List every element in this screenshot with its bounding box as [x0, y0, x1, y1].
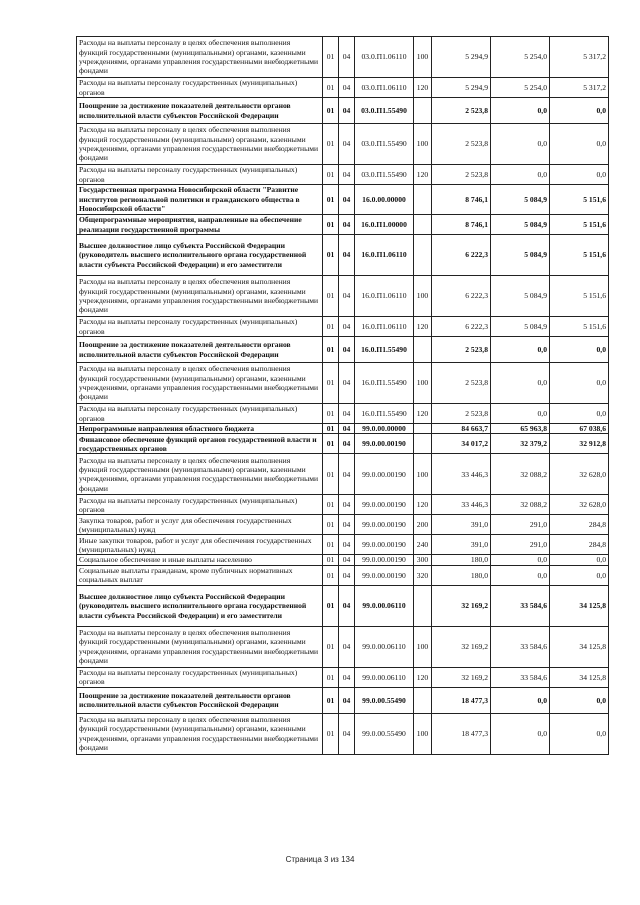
row-name: Социальные выплаты гражданам, кроме публичных нормативных социальных выплат	[77, 565, 323, 585]
table-row	[77, 565, 609, 585]
row-sum-2: 0,0	[491, 124, 550, 165]
row-subsection: 04	[339, 434, 355, 454]
row-sum-2: 5 084,9	[491, 235, 550, 276]
row-sum-3: 284,8	[550, 515, 609, 535]
row-expense-type: 240	[414, 535, 432, 555]
row-sum-3: 34 125,8	[550, 585, 609, 626]
row-sum-1: 180,0	[432, 565, 491, 585]
row-sum-2: 5 084,9	[491, 185, 550, 215]
row-sum-3: 32 628,0	[550, 454, 609, 495]
row-sum-2: 5 084,9	[491, 317, 550, 337]
row-name: Расходы на выплаты персоналу в целях обеспечения выполнения функций государственными (муниципальными) органами, казенными учреждениями, органами управления государственными внебюджетными фондами	[77, 37, 323, 78]
row-expense-type: 300	[414, 555, 432, 565]
row-sum-1: 6 222,3	[432, 235, 491, 276]
table-row	[77, 515, 609, 535]
budget-table-body	[77, 37, 609, 755]
row-sum-2: 5 254,0	[491, 37, 550, 78]
row-sum-3: 5 151,6	[550, 185, 609, 215]
row-sum-1: 391,0	[432, 515, 491, 535]
table-row	[77, 555, 609, 565]
row-expense-type	[414, 337, 432, 363]
row-subsection: 04	[339, 78, 355, 98]
row-sum-2: 5 084,9	[491, 215, 550, 235]
table-row	[77, 713, 609, 754]
table-row	[77, 215, 609, 235]
row-sum-3: 0,0	[550, 565, 609, 585]
row-subsection: 04	[339, 37, 355, 78]
row-name: Общепрограммные мероприятия, направленные на обеспечение реализации государственной программы	[77, 215, 323, 235]
row-sum-3: 5 151,6	[550, 215, 609, 235]
row-expense-type: 120	[414, 667, 432, 687]
row-name: Поощрение за достижение показателей деятельности органов исполнительной власти субъектов Российской Федерации	[77, 337, 323, 363]
row-section: 01	[323, 363, 339, 404]
row-section: 01	[323, 565, 339, 585]
row-section: 01	[323, 515, 339, 535]
row-target-article: 16.0.П1.00000	[355, 215, 414, 235]
row-sum-1: 32 169,2	[432, 585, 491, 626]
row-target-article: 03.0.П1.06110	[355, 78, 414, 98]
row-sum-1: 5 294,9	[432, 37, 491, 78]
row-target-article: 99.0.00.00190	[355, 555, 414, 565]
row-sum-3: 0,0	[550, 124, 609, 165]
row-name: Финансовое обеспечение функций органов государственной власти и государственных органов	[77, 434, 323, 454]
row-target-article: 99.0.00.06110	[355, 585, 414, 626]
row-target-article: 99.0.00.06110	[355, 626, 414, 667]
table-row	[77, 454, 609, 495]
table-row	[77, 98, 609, 124]
row-sum-3: 0,0	[550, 165, 609, 185]
row-sum-1: 180,0	[432, 555, 491, 565]
row-name: Расходы на выплаты персоналу в целях обеспечения выполнения функций государственными (муниципальными) органами, казенными учреждениями, органами управления государственными внебюджетными фондами	[77, 276, 323, 317]
row-expense-type: 100	[414, 124, 432, 165]
table-row	[77, 235, 609, 276]
row-target-article: 16.0.П1.55490	[355, 363, 414, 404]
row-subsection: 04	[339, 235, 355, 276]
table-row	[77, 317, 609, 337]
row-sum-1: 391,0	[432, 535, 491, 555]
row-sum-2: 5 254,0	[491, 78, 550, 98]
table-row	[77, 363, 609, 404]
row-section: 01	[323, 317, 339, 337]
row-target-article: 03.0.П1.55490	[355, 98, 414, 124]
row-subsection: 04	[339, 495, 355, 515]
row-target-article: 03.0.П1.55490	[355, 165, 414, 185]
row-name: Расходы на выплаты персоналу государственных (муниципальных) органов	[77, 495, 323, 515]
row-sum-2: 33 584,6	[491, 667, 550, 687]
row-section: 01	[323, 98, 339, 124]
row-sum-2: 33 584,6	[491, 585, 550, 626]
table-row	[77, 165, 609, 185]
row-target-article: 03.0.П1.55490	[355, 124, 414, 165]
row-section: 01	[323, 185, 339, 215]
row-subsection: 04	[339, 276, 355, 317]
row-sum-1: 84 663,7	[432, 424, 491, 434]
row-name: Расходы на выплаты персоналу государственных (муниципальных) органов	[77, 317, 323, 337]
row-subsection: 04	[339, 454, 355, 495]
table-row	[77, 124, 609, 165]
row-expense-type: 100	[414, 713, 432, 754]
row-sum-2: 0,0	[491, 337, 550, 363]
row-sum-2: 0,0	[491, 165, 550, 185]
row-expense-type: 320	[414, 565, 432, 585]
row-section: 01	[323, 37, 339, 78]
row-expense-type	[414, 98, 432, 124]
row-sum-3: 0,0	[550, 555, 609, 565]
table-row	[77, 687, 609, 713]
row-sum-3: 0,0	[550, 337, 609, 363]
row-target-article: 99.0.00.00190	[355, 434, 414, 454]
row-name: Расходы на выплаты персоналу в целях обеспечения выполнения функций государственными (муниципальными) органами, казенными учреждениями, органами управления государственными внебюджетными фондами	[77, 363, 323, 404]
row-section: 01	[323, 424, 339, 434]
row-subsection: 04	[339, 363, 355, 404]
row-target-article: 99.0.00.00190	[355, 565, 414, 585]
table-row	[77, 78, 609, 98]
row-section: 01	[323, 535, 339, 555]
row-sum-3: 34 125,8	[550, 667, 609, 687]
table-row	[77, 37, 609, 78]
row-sum-1: 2 523,8	[432, 165, 491, 185]
row-sum-2: 5 084,9	[491, 276, 550, 317]
row-section: 01	[323, 687, 339, 713]
row-target-article: 16.0.П1.55490	[355, 404, 414, 424]
row-sum-2: 291,0	[491, 535, 550, 555]
row-subsection: 04	[339, 404, 355, 424]
row-expense-type: 100	[414, 626, 432, 667]
row-subsection: 04	[339, 515, 355, 535]
row-subsection: 04	[339, 337, 355, 363]
row-expense-type	[414, 585, 432, 626]
row-subsection: 04	[339, 424, 355, 434]
row-expense-type	[414, 235, 432, 276]
row-section: 01	[323, 495, 339, 515]
table-row	[77, 424, 609, 434]
row-name: Иные закупки товаров, работ и услуг для обеспечения государственных (муниципальных) нужд	[77, 535, 323, 555]
row-sum-3: 284,8	[550, 535, 609, 555]
row-subsection: 04	[339, 585, 355, 626]
row-sum-3: 5 151,6	[550, 276, 609, 317]
row-sum-1: 2 523,8	[432, 363, 491, 404]
row-sum-2: 65 963,8	[491, 424, 550, 434]
table-row	[77, 667, 609, 687]
row-target-article: 03.0.П1.06110	[355, 37, 414, 78]
row-expense-type: 100	[414, 276, 432, 317]
table-row	[77, 185, 609, 215]
table-row	[77, 276, 609, 317]
row-expense-type	[414, 215, 432, 235]
row-section: 01	[323, 215, 339, 235]
row-section: 01	[323, 404, 339, 424]
row-sum-1: 33 446,3	[432, 495, 491, 515]
row-sum-1: 2 523,8	[432, 404, 491, 424]
row-target-article: 99.0.00.06110	[355, 667, 414, 687]
row-section: 01	[323, 78, 339, 98]
row-sum-1: 2 523,8	[432, 337, 491, 363]
row-section: 01	[323, 454, 339, 495]
row-sum-1: 34 017,2	[432, 434, 491, 454]
row-expense-type: 100	[414, 37, 432, 78]
row-sum-3: 5 151,6	[550, 317, 609, 337]
row-expense-type: 100	[414, 363, 432, 404]
row-sum-3: 34 125,8	[550, 626, 609, 667]
row-sum-3: 0,0	[550, 363, 609, 404]
row-expense-type: 120	[414, 317, 432, 337]
row-subsection: 04	[339, 535, 355, 555]
row-sum-1: 2 523,8	[432, 98, 491, 124]
row-subsection: 04	[339, 667, 355, 687]
row-name: Расходы на выплаты персоналу в целях обеспечения выполнения функций государственными (муниципальными) органами, казенными учреждениями, органами управления государственными внебюджетными фондами	[77, 454, 323, 495]
row-target-article: 99.0.00.00190	[355, 515, 414, 535]
row-name: Поощрение за достижение показателей деятельности органов исполнительной власти субъектов Российской Федерации	[77, 687, 323, 713]
row-subsection: 04	[339, 687, 355, 713]
row-name: Расходы на выплаты персоналу государственных (муниципальных) органов	[77, 78, 323, 98]
row-sum-2: 291,0	[491, 515, 550, 535]
row-target-article: 16.0.00.00000	[355, 185, 414, 215]
row-name: Расходы на выплаты персоналу в целях обеспечения выполнения функций государственными (муниципальными) органами, казенными учреждениями, органами управления государственными внебюджетными фондами	[77, 124, 323, 165]
row-sum-1: 2 523,8	[432, 124, 491, 165]
row-sum-3: 32 912,8	[550, 434, 609, 454]
row-sum-3: 5 317,2	[550, 78, 609, 98]
budget-table	[76, 36, 609, 755]
row-sum-2: 0,0	[491, 363, 550, 404]
row-target-article: 16.0.П1.06110	[355, 276, 414, 317]
table-row	[77, 434, 609, 454]
row-name: Расходы на выплаты персоналу в целях обеспечения выполнения функций государственными (муниципальными) органами, казенными учреждениями, органами управления государственными внебюджетными фондами	[77, 626, 323, 667]
row-target-article: 16.0.П1.55490	[355, 337, 414, 363]
row-section: 01	[323, 276, 339, 317]
row-section: 01	[323, 713, 339, 754]
row-target-article: 99.0.00.00190	[355, 535, 414, 555]
row-sum-2: 32 379,2	[491, 434, 550, 454]
row-name: Закупка товаров, работ и услуг для обеспечения государственных (муниципальных) нужд	[77, 515, 323, 535]
row-sum-2: 0,0	[491, 713, 550, 754]
row-target-article: 99.0.00.00000	[355, 424, 414, 434]
row-sum-3: 5 317,2	[550, 37, 609, 78]
table-row	[77, 337, 609, 363]
row-sum-3: 0,0	[550, 98, 609, 124]
row-section: 01	[323, 165, 339, 185]
row-expense-type: 100	[414, 454, 432, 495]
row-sum-2: 0,0	[491, 565, 550, 585]
row-sum-3: 32 628,0	[550, 495, 609, 515]
row-subsection: 04	[339, 165, 355, 185]
row-sum-2: 32 088,2	[491, 454, 550, 495]
row-subsection: 04	[339, 713, 355, 754]
row-name: Государственная программа Новосибирской области "Развитие институтов региональной политики и гражданского общества в Новосибирской области"	[77, 185, 323, 215]
row-name: Поощрение за достижение показателей деятельности органов исполнительной власти субъектов Российской Федерации	[77, 98, 323, 124]
row-expense-type	[414, 434, 432, 454]
row-target-article: 99.0.00.00190	[355, 454, 414, 495]
row-expense-type	[414, 424, 432, 434]
page-footer: Страница 3 из 134	[285, 855, 355, 864]
row-subsection: 04	[339, 185, 355, 215]
row-subsection: 04	[339, 555, 355, 565]
row-section: 01	[323, 585, 339, 626]
row-subsection: 04	[339, 626, 355, 667]
row-sum-2: 0,0	[491, 687, 550, 713]
row-expense-type: 120	[414, 78, 432, 98]
row-subsection: 04	[339, 317, 355, 337]
row-name: Расходы на выплаты персоналу государственных (муниципальных) органов	[77, 404, 323, 424]
row-section: 01	[323, 626, 339, 667]
row-sum-3: 0,0	[550, 687, 609, 713]
table-row	[77, 495, 609, 515]
row-subsection: 04	[339, 565, 355, 585]
row-section: 01	[323, 124, 339, 165]
row-target-article: 99.0.00.00190	[355, 495, 414, 515]
row-sum-1: 6 222,3	[432, 317, 491, 337]
row-sum-2: 33 584,6	[491, 626, 550, 667]
row-sum-1: 32 169,2	[432, 626, 491, 667]
row-name: Непрограммные направления областного бюджета	[77, 424, 323, 434]
row-sum-1: 32 169,2	[432, 667, 491, 687]
row-target-article: 99.0.00.55490	[355, 687, 414, 713]
row-sum-3: 67 038,6	[550, 424, 609, 434]
row-expense-type	[414, 185, 432, 215]
row-section: 01	[323, 667, 339, 687]
row-sum-3: 0,0	[550, 404, 609, 424]
row-subsection: 04	[339, 124, 355, 165]
row-sum-2: 32 088,2	[491, 495, 550, 515]
row-sum-1: 18 477,3	[432, 687, 491, 713]
row-expense-type: 120	[414, 165, 432, 185]
row-sum-2: 0,0	[491, 98, 550, 124]
row-expense-type	[414, 687, 432, 713]
row-section: 01	[323, 434, 339, 454]
row-expense-type: 200	[414, 515, 432, 535]
table-row	[77, 404, 609, 424]
row-sum-3: 5 151,6	[550, 235, 609, 276]
row-target-article: 16.0.П1.06110	[355, 235, 414, 276]
row-section: 01	[323, 337, 339, 363]
row-name: Высшее должностное лицо субъекта Российской Федерации (руководитель высшего исполнительного органа государственной власти субъекта Российской Федерации) и его заместители	[77, 235, 323, 276]
row-sum-1: 8 746,1	[432, 185, 491, 215]
row-sum-2: 0,0	[491, 555, 550, 565]
table-row	[77, 585, 609, 626]
row-sum-1: 6 222,3	[432, 276, 491, 317]
row-subsection: 04	[339, 98, 355, 124]
row-sum-1: 33 446,3	[432, 454, 491, 495]
row-sum-1: 8 746,1	[432, 215, 491, 235]
row-expense-type: 120	[414, 495, 432, 515]
row-target-article: 16.0.П1.06110	[355, 317, 414, 337]
row-name: Расходы на выплаты персоналу государственных (муниципальных) органов	[77, 667, 323, 687]
table-row	[77, 626, 609, 667]
row-name: Расходы на выплаты персоналу в целях обеспечения выполнения функций государственными (муниципальными) органами, казенными учреждениями, органами управления государственными внебюджетными фондами	[77, 713, 323, 754]
row-target-article: 99.0.00.55490	[355, 713, 414, 754]
row-name: Расходы на выплаты персоналу государственных (муниципальных) органов	[77, 165, 323, 185]
row-name: Социальное обеспечение и иные выплаты населению	[77, 555, 323, 565]
row-section: 01	[323, 235, 339, 276]
row-name: Высшее должностное лицо субъекта Российской Федерации (руководитель высшего исполнительного органа государственной власти субъекта Российской Федерации) и его заместители	[77, 585, 323, 626]
row-sum-3: 0,0	[550, 713, 609, 754]
row-section: 01	[323, 555, 339, 565]
row-sum-1: 5 294,9	[432, 78, 491, 98]
row-subsection: 04	[339, 215, 355, 235]
row-sum-2: 0,0	[491, 404, 550, 424]
row-sum-1: 18 477,3	[432, 713, 491, 754]
table-row	[77, 535, 609, 555]
row-expense-type: 120	[414, 404, 432, 424]
